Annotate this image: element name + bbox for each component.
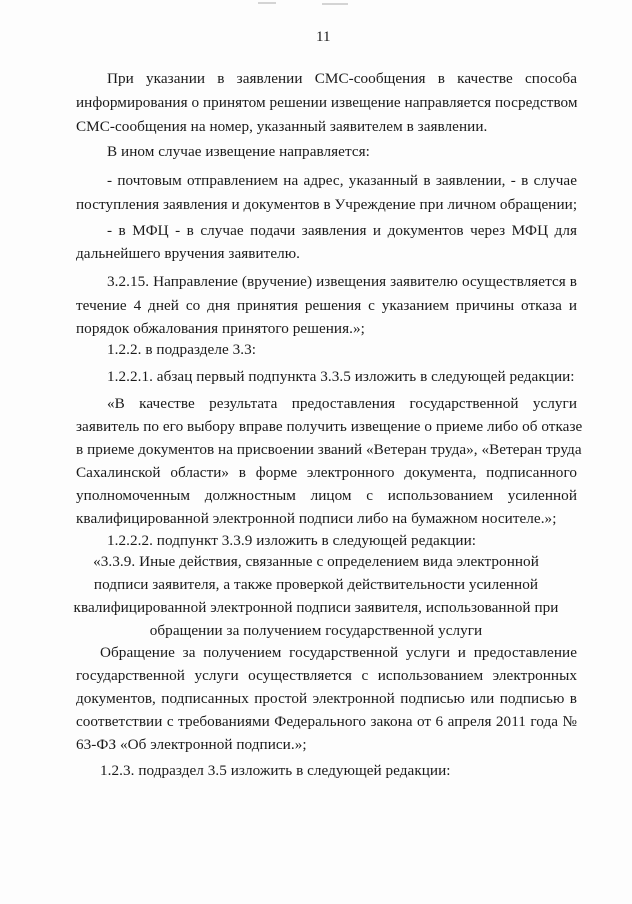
scan-artifact (258, 2, 276, 4)
text-line: В ином случае извещение направляется: (107, 143, 370, 160)
page-number: 11 (316, 29, 331, 45)
text-line: «3.3.9. Иные действия, связанные с определением вида электронной (93, 553, 539, 570)
text-line: заявитель по его выбору вправе получить извещение о приеме либо об отказе (76, 418, 583, 435)
text-line: течение 4 дней со дня принятия решения с указанием причины отказа и (76, 297, 577, 314)
text-line: 3.2.15. Направление (вручение) извещения заявителю осуществляется в (107, 273, 577, 290)
text-line: - в МФЦ - в случае подачи заявления и документов через МФЦ для (107, 222, 577, 239)
text-line: СМС-сообщения на номер, указанный заявителем в заявлении. (76, 118, 488, 135)
text-line: документов, подписанных простой электронной подписью или подписью в (76, 690, 577, 707)
text-line: Обращение за получением государственной услуги и предоставление (100, 644, 577, 661)
text-line: 1.2.2.1. абзац первый подпункта 3.3.5 изложить в следующей редакции: (107, 368, 575, 385)
text-line: в приеме документов на присвоении званий «Ветеран труда», «Ветеран труда (76, 441, 582, 458)
text-line: поступления заявления и документов в Учреждение при личном обращении; (76, 196, 578, 213)
text-line: государственной услуги осуществляется с использованием электронных (76, 667, 577, 684)
text-line: обращении за получением государственной услуги (149, 622, 483, 639)
text-line: 1.2.3. подраздел 3.5 изложить в следующей редакции: (100, 762, 451, 779)
text-line: - почтовым отправлением на адрес, указанный в заявлении, - в случае (107, 172, 577, 189)
text-line: 63-ФЗ «Об электронной подписи.»; (76, 736, 307, 753)
text-line: 1.2.2. в подразделе 3.3: (107, 341, 256, 358)
text-line: порядок обжалования принятого решения.»; (76, 320, 365, 337)
text-line: «В качестве результата предоставления государственной услуги (107, 395, 577, 412)
text-line: квалифицированной электронной подписи заявителя, использованной при (73, 599, 559, 616)
text-line: Сахалинской области» в форме электронного документа, подписанного (76, 464, 577, 481)
scan-artifact (322, 3, 348, 5)
text-line: квалифицированной электронной подписи либо на бумажном носителе.»; (76, 510, 557, 527)
text-line: соответствии с требованиями Федерального закона от 6 апреля 2011 года № (76, 713, 577, 730)
text-line: подписи заявителя, а также проверкой действительности усиленной (93, 576, 539, 593)
text-line: уполномоченным должностным лицом с использованием усиленной (76, 487, 577, 504)
text-line: информирования о принятом решении извещение направляется посредством (76, 94, 578, 111)
text-line: 1.2.2.2. подпункт 3.3.9 изложить в следующей редакции: (107, 532, 477, 549)
text-line: дальнейшего вручения заявителю. (76, 245, 301, 262)
text-line: При указании в заявлении СМС-сообщения в качестве способа (107, 70, 577, 87)
